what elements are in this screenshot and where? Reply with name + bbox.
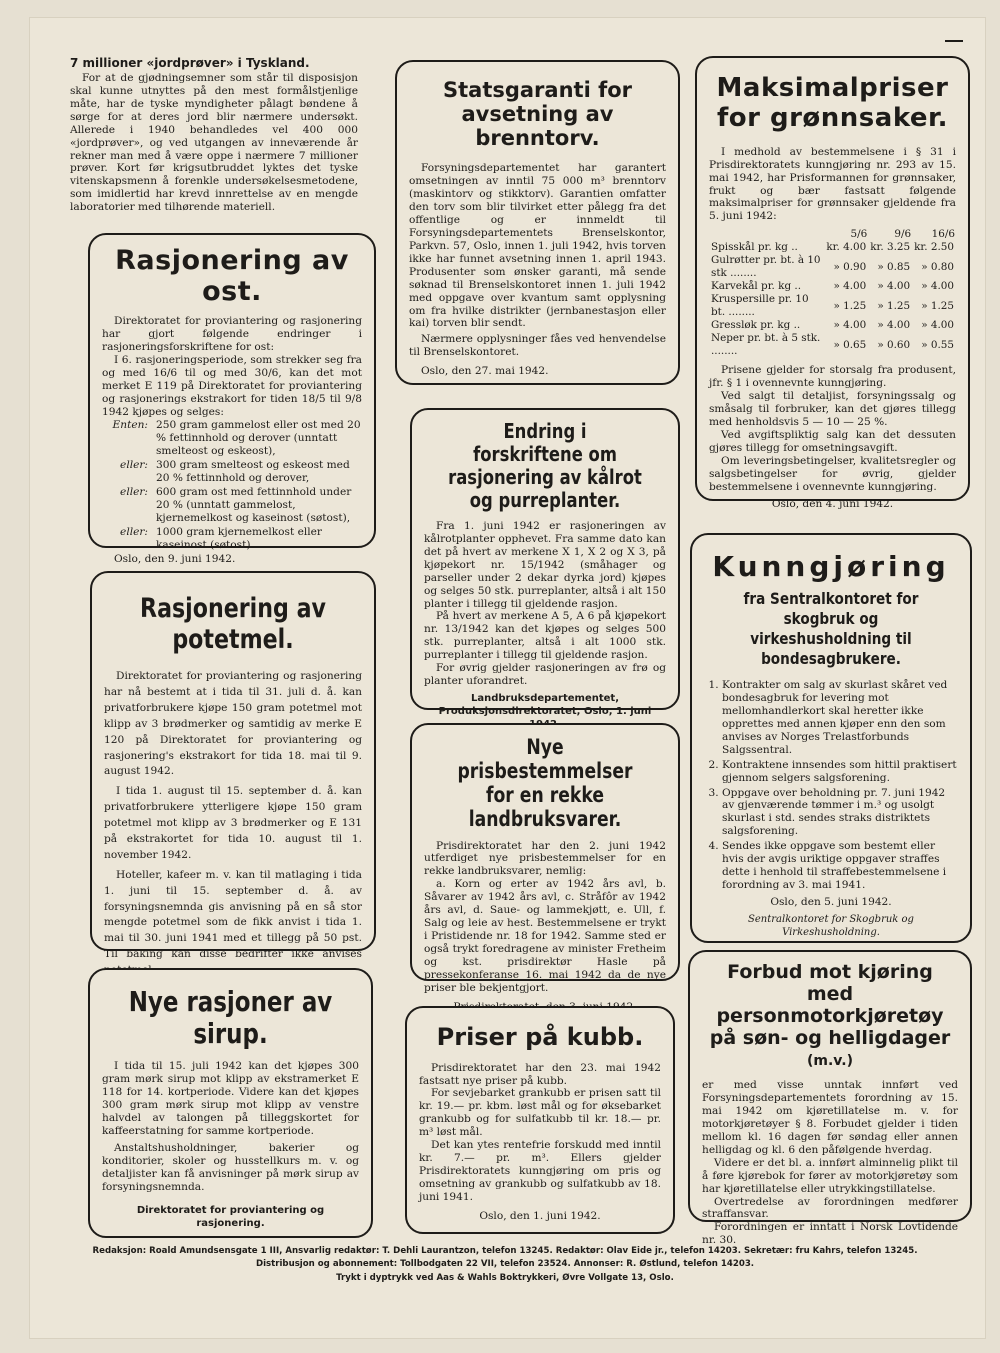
notice-paragraph: Forsyningsdepartementet har garantert omsetningen av inntil 75 000 m³ brenntorv (maskintorv og stikktorv). Garantien omfatter den torv som blir tilvirket etter pålegg fra det offentlige og er innmeldt til Forsyningsdepartementets Brenselskontor, Parkvn. 57, Oslo, innen 1. juli 1942, hvis torven ikke har funnet avsetning innen 1. april 1943. Produsenter som ønsker garanti, må sende søknad til Brenselskontoret innen 1. juli 1942 med oppgave over kvantum samt opplysning om fra hvilke distrikter (jernbanestasjon eller kai) torven blir sendt. (409, 162, 666, 330)
notice-paragraph: Nærmere opplysninger fåes ved henvendelse til Brenselskontoret. (409, 333, 666, 359)
notice-paragraph: For sevjebarket grankubb er prisen satt til kr. 19.— pr. kbm. løst mål og for øksebarket grankubb og for sulfatkubb til kr. 18.— pr. m³ løst mål. (419, 1087, 661, 1139)
notice-paragraph: I tida til 15. juli 1942 kan det kjøpes 300 gram mørk sirup mot klipp av ekstramerket E 118 for 14. kortperiode. Videre kan det kjøpes 300 gram mørk sirup mot klipp av venstre halvdel av talongen på tilleggskortet for kaffeerstatning for samme kortperiode. (102, 1060, 359, 1137)
notice-kalrot (410, 408, 680, 717)
option-row: eller: 1000 gram kjernemelkost eller kaseinost (søtost). (120, 525, 322, 551)
notice-paragraph: Om leveringsbetingelser, kvalitetsregler og salgsbetingelser for øvrig, gjelder bestemmelsene i ovennevnte kunngjøring. (709, 454, 956, 493)
price-row: Neper pr. bt. à 5 stk. ........ » 0.65 » 0.60 » 0.55 (711, 332, 954, 358)
option-row: Enten: 250 gram gammelost eller ost med 20 % fettinnhold og derover (unntatt smelteost og eskeost), (112, 419, 361, 458)
notice-title: Endring i forskriftene om rasjonering av kålrot og purreplanter. (448, 419, 642, 512)
notice-title: Nye prisbestemmelser for en rekke landbruksvarer. (457, 735, 633, 832)
notice-paragraph: For øvrig gjelder rasjoneringen av frø og planter uforandret. (424, 662, 666, 688)
article-jordprover (70, 56, 358, 214)
notice-signature: Landbruksdepartementet, Produksjonsdirektoratet, Oslo, 1. juni (438, 692, 652, 717)
notice-paragraph: Det kan ytes rentefrie forskudd med inntil kr. 7.— pr. m³. Ellers gjelder Prisdirektoratets kunngjøring om pris og omsetning av grankubb og sulfatkubb av 18. juni 1941. (419, 1139, 661, 1203)
notice-potetmel (90, 571, 376, 961)
notice-intro: I medhold av bestemmelsene i § 31 i Prisdirektoratets kunngjøring nr. 293 av 15. mai 1942, har Prisformannen for grønnsaker, frukt og bær fastsatt følgende maksimalpriser for grønnsaker gjeldende fra 5. juni 1942: (709, 145, 956, 223)
notice-forbud (688, 950, 972, 1247)
notice-list (704, 679, 958, 892)
list-item: 3. Oppgave over beholdning pr. 7. juni 1942 av gjenværende tømmer i m.³ og usolgt skurlast i std. sendes straks distriktets salgsforening. (722, 787, 958, 839)
notice-paragraph: Ved salgt til detaljist, forsyningssalg og småsalg til forbruker, kan det gjøres tillegg med henholdsvis 5 — 10 — 25 %. (709, 390, 956, 428)
notice-date: Oslo, den 5. juni 1942. (770, 895, 892, 908)
page-corner-mark (945, 40, 963, 42)
notice-paragraph: Videre er det bl. a. innført alminnelig plikt til å føre kjørebok for fører av motorkjøretøy som har kjøretillatelse eller utrykkingstillatelse. (702, 1156, 958, 1195)
notice-intro: Direktoratet for proviantering og rasjonering har gjort følgende endringer i rasjoneringsforskriftene for ost: (102, 315, 362, 353)
notice-paragraph: I tida 1. august til 15. september d. å. kan privatforbrukere ytterligere kjøpe 150 gram potetmel mot klipp av 3 brødmerker og E 131 på ekstrakortet for tida 10. august til 1. november 1942. (104, 785, 362, 861)
notice-paragraph: Direktoratet for proviantering og rasjonering har nå bestemt at i tida til 31. juli d. å. kan privatforbrukere kjøpe 150 gram potetmel mot klipp av 3 brødmerker og samtidig av merke E 120 på Direktoratet for proviantering og rasjonering's ekstrakort for tida 18. mai til 9. august 1942. (104, 670, 362, 778)
option-row: eller: 300 gram smelteost og eskeost med 20 % fettinnhold og derover, (120, 459, 350, 485)
notice-period: I 6. rasjoneringsperiode, som strekker seg fra og med 16/6 til og med 30/6, kan det mot merket E 119 på Direktoratet for proviantering og rasjonerings ekstrakort for tiden 18/5 til 9/8 1942 kjøpes og selges: (102, 353, 362, 418)
notice-title: Nye rasjoner av sirup. (128, 985, 333, 1051)
price-table (709, 227, 956, 358)
newspaper-page (30, 18, 985, 1338)
notice-kubb (405, 1006, 675, 1234)
notice-ost (88, 233, 376, 565)
notice-title: Forbud mot kjøring med personmotorkjøretøy på søn- og helligdager (m.v.) (709, 961, 951, 1070)
notice-brenntorv (395, 60, 680, 385)
article-body: For at de gjødningsemner som står til disposisjon skal kunne utnyttes på den mest formålstjenlige måte, har de tyske myndigheter pålagt bøndene å sørge for at deres jord blir nærmere undersøkt. Allerede i 1940 behandledes vel 400 000 «jordprøver», og ved utgangen av inneværende år rekner man med å være oppe i nærmere 7 millioner prøver. Kort før krigsutbruddet lyktes det tyske vitenskapsmenn å forenkle undersøkelsesmetodene, som imidlertid har krevd innrettelse av en mengde laboratorier med tilhørende materiell. (70, 72, 358, 214)
price-table-header: 5/6 9/6 16/6 (850, 228, 955, 241)
notice-title: Rasjonering av potetmel. (140, 593, 326, 656)
notice-gronnsaker (695, 56, 970, 510)
price-row: Spisskål pr. kg .. kr. 4.00 kr. 3.25 kr. 2.50 (711, 241, 954, 254)
notice-date: Oslo, den 27. mai 1942. (421, 365, 549, 378)
notice-paragraph: Prisdirektoratet har den 23. mai 1942 fastsatt nye priser på kubb. (419, 1061, 661, 1087)
notice-paragraph: Prisdirektoratet har den 2. juni 1942 utferdiget nye prisbestemmelser for en rekke landbruksvarer, nemlig: (424, 839, 666, 878)
notice-date: Oslo, den 4. juni 1942. (771, 497, 894, 510)
article-title: 7 millioner «jordprøver» i Tyskland. (70, 56, 310, 70)
price-row: Gulrøtter pr. bt. à 10 stk ........ » 0.90 » 0.85 » 0.80 (711, 254, 954, 280)
footer-line: Distribusjon og abonnement: Tollbodgaten 22 VII, telefon 23524. Annonser: R. Østlund, telefon 14203. (255, 1259, 755, 1270)
notice-paragraph: På hvert av merkene A 5, A 6 på kjøpekort nr. 13/1942 kan det kjøpes og selges 500 stk. purreplanter, altså i alt 1000 stk. purreplanter i tillegg til gjeldende rasjon. (424, 610, 666, 662)
notice-signature: Direktoratet for proviantering og rasjonering. (136, 1204, 325, 1229)
notice-signature: Sentralkontoret for Skogbruk og Virkeshusholdning. (748, 913, 914, 938)
notice-paragraph: Anstaltshusholdninger, bakerier og konditorier, skoler og husstellkurs m. v. og detaljister kan få anvisninger på mørk sirup av forsyningsnemnda. (102, 1141, 359, 1193)
notice-paragraph: Prisene gjelder for storsalg fra produsent, jfr. § 1 i ovennevnte kunngjøring. (709, 364, 956, 390)
notice-kunngjoring (690, 533, 972, 943)
notice-date: Oslo, den 9. juni 1942. (114, 552, 236, 565)
notice-paragraph: Hoteller, kafeer m. v. kan til matlaging i tida 1. juni til 15. september d. å. av forsyningsnemnda gis anvisning på en så stor mengde potetmel som de fikk anvist i tida 1. mai til 30. juni 1941 med et tillegg på 50 pst. Til baking kan disse bedrifter ikke anvises (104, 868, 362, 961)
list-item: 1. Kontrakter om salg av skurlast skåret ved bondesagbruk for levering mot mellomhandlerkort skal heretter ikke opprettes med annen kjøper enn den som anvises av Norges Trelastforbunds Salgssentral. (722, 679, 958, 757)
notice-paragraph: Forordningen er inntatt i Norsk Lovtidende nr. 30. (702, 1221, 958, 1247)
footer-line: Redaksjon: Roald Amundsensgate 1 III, Ansvarlig redaktør: T. Dehli Laurantzon, telefon 13245. Redaktør: Olav Eide jr., telefon 14203. Sekretær: fru Kahrs, telefon 13245. (92, 1246, 918, 1256)
list-item: 4. Sendes ikke oppgave som bestemt eller hvis der avgis uriktige oppgaver straffes dette i henhold til straffebestemmelsene i forordning av 3. mai 1941. (722, 840, 958, 892)
price-row: Kruspersille pr. 10 bt. ........ » 1.25 » 1.25 » 1.25 (711, 293, 954, 319)
notice-paragraph: Overtredelse av forordningen medfører straffansvar. (702, 1195, 958, 1221)
notice-title: Priser på kubb. (436, 1023, 644, 1051)
notice-title: Kunngjøring (712, 550, 950, 583)
price-row: Gressløk pr. kg .. » 4.00 » 4.00 » 4.00 (711, 319, 954, 332)
masthead-footer (45, 1245, 965, 1285)
option-row: eller: 600 gram ost med fettinnhold under 20 % (unntatt gammelost, kjernemelkost og kaseinost (søtost), (120, 486, 352, 524)
notice-title: Maksimalpriser for grønnsaker. (716, 73, 949, 133)
price-row: Karvekål pr. kg .. » 4.00 » 4.00 » 4.00 (711, 280, 954, 293)
notice-paragraph: a. Korn og erter av 1942 års avl, b. Såvarer av 1942 års avl, c. Stråfôr av 1942 års avl, d. Saue- og lammekjøtt, e. Ull, f. Salg og leie av hest. Bestemmelsene er trykt i Pristidende nr. 18 for 1942. Samme sted er også trykt foredragene av minister Fretheim og kst. prisdirektør Hasle på pressekonferanse 16. mai 1942 da de nye priser ble bekjentgjort. (424, 878, 666, 994)
list-item: 2. Kontraktene innsendes som hittil praktisert gjennom selgers salgsforening. (722, 759, 958, 785)
notice-date: Oslo, den 1. juni 1942. (479, 1209, 601, 1222)
notice-subtitle: fra Sentralkontoret for skogbruk og virkeshusholdning til bondesagbrukere. (743, 589, 919, 669)
notice-title: Statsgaranti for avsetning av brenntorv. (442, 78, 633, 151)
notice-paragraph: Fra 1. juni 1942 er rasjoneringen av kålrotplanter opphevet. Fra samme dato kan det på hvert av merkene X 1, X 2 og X 3, på kjøpekort nr. 15/1942 (småhager og parseller under 2 dekar dyrka jord) kjøpes og selges 50 stk. purreplanter, altså i alt 150 planter i tillegg til gjeldende rasjon. (424, 520, 666, 610)
notice-prisbestemmelser (410, 723, 680, 994)
notice-sirup (88, 968, 373, 1238)
notice-paragraph: Ved avgiftspliktig salg kan det dessuten gjøres tillegg for omsetningsavgift. (709, 428, 956, 454)
notice-paragraph: er med visse unntak innført ved Forsyningsdepartementets forordning av 15. mai 1942 om kjøretillatelse m. v. for motorkjøretøyer § 8. Forbudet gjelder i tiden mellom kl. 16 dagen før søndag eller annen helligdag og kl. 6 den påfølgende hverdag. (702, 1079, 958, 1156)
footer-line: Trykt i dyptrykk ved Aas & Wahls Boktrykkeri, Øvre Vollgate 13, Oslo. (336, 1272, 674, 1283)
notice-title: Rasjonering av ost. (115, 245, 349, 308)
